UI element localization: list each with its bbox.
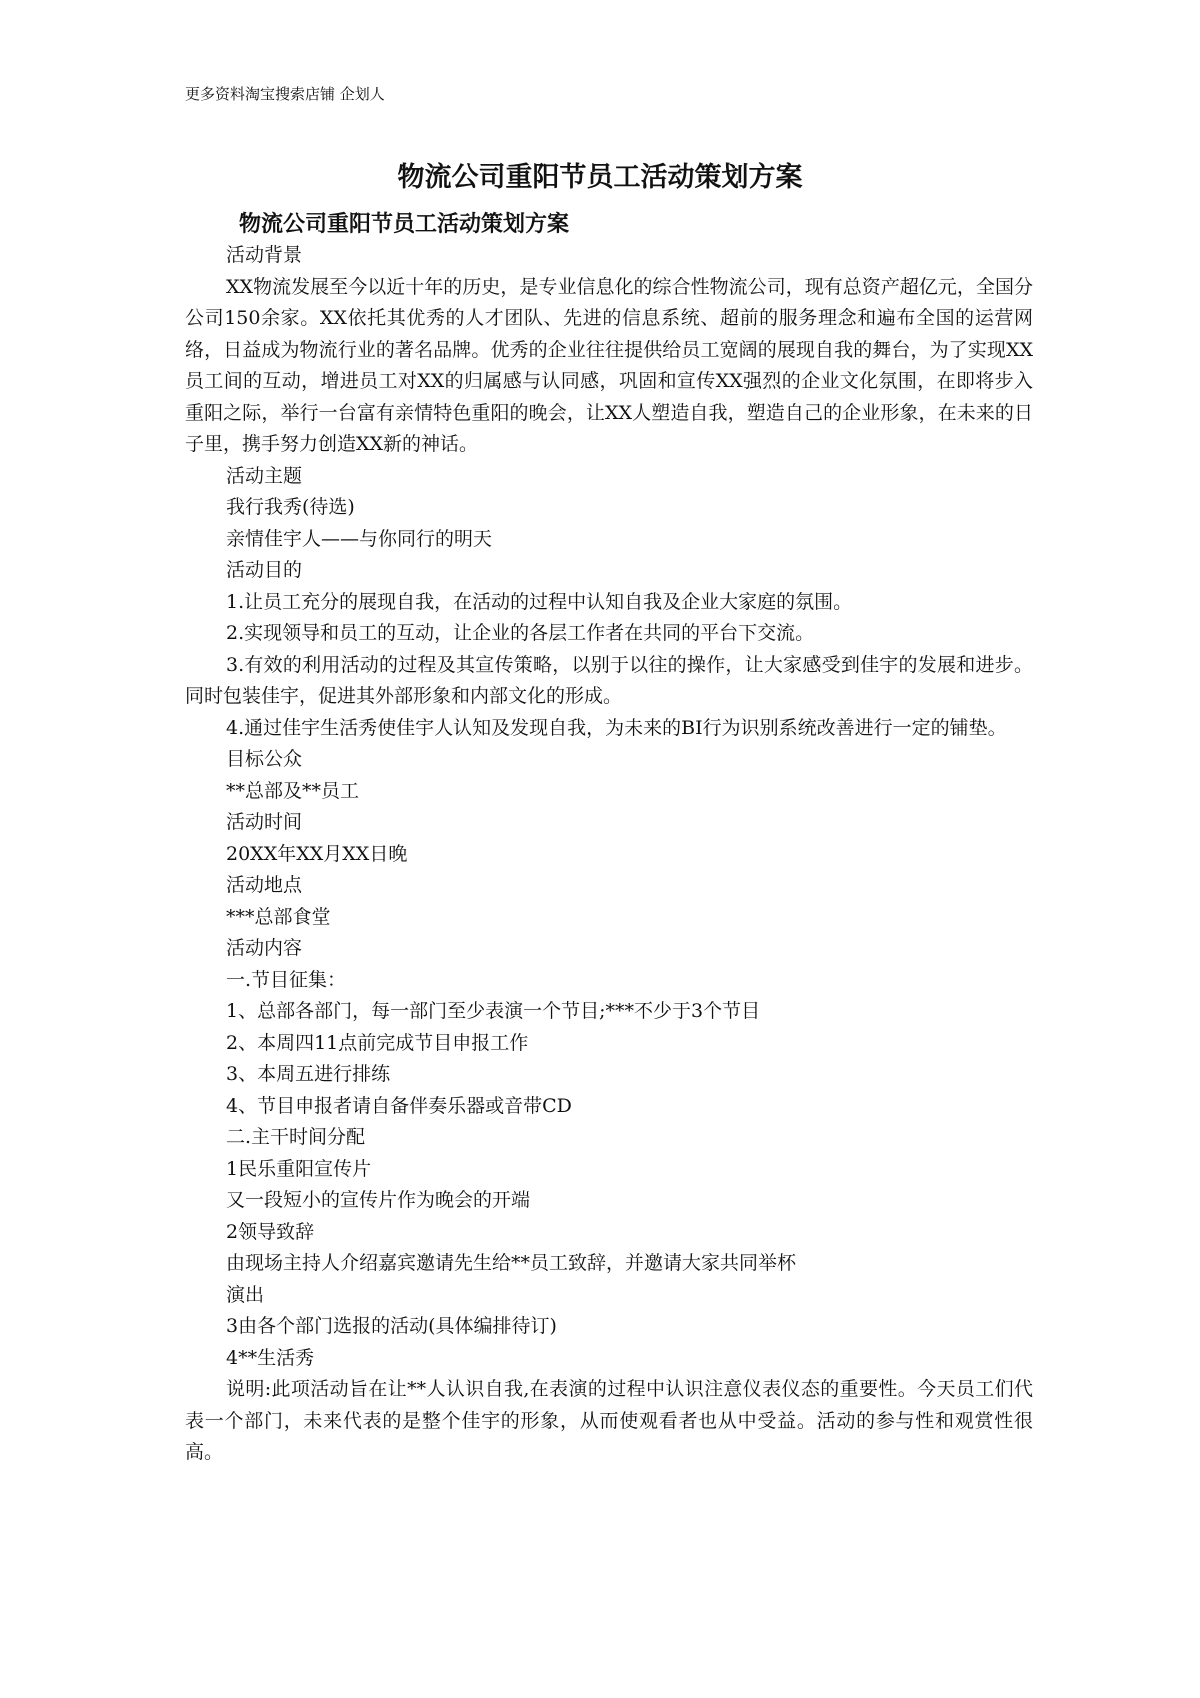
theme-item: 我行我秀(待选): [226, 496, 355, 518]
content-section-1-item: 4、节目申报者请自备伴奏乐器或音带CD: [226, 1094, 572, 1117]
background-paragraph: XX物流发展至今以近十年的历史，是专业信息化的综合性物流公司，现有总资产超亿元，全国分公司150余家。XX依托其优秀的人才团队、先进的信息系统、超前的服务理念和遍布全国的运营网络，日益成为物流行业的著名品牌。优秀的企业往往提供给员工宽阔的展现自我的舞台，为了实现XX员工间的互动，增进员工对XX的归属感与认同感，巩固和宣传XX强烈的企业文化氛围，在即将步入重阳之际，举行一台富有亲情特色重阳的晚会，让XX人塑造自我，塑造自己的企业形象，在未来的日子里，携手努力创造XX新的神话。: [185, 275, 1033, 455]
document-subtitle: 物流公司重阳节员工活动策划方案: [239, 211, 570, 237]
content-section-2-heading: 二.主干时间分配: [226, 1126, 366, 1148]
section-heading-background: 活动背景: [226, 244, 303, 266]
content-section-2-line: 演出: [226, 1283, 265, 1306]
purpose-item: 3.有效的利用活动的过程及其宣传策略，以别于以往的操作，让大家感受到佳宇的发展和进步。同时包装佳宇，促进其外部形象和内部文化的形成。: [185, 653, 1033, 707]
content-section-1-item: 1、总部各部门，每一部门至少表演一个节目;***不少于3个节目: [226, 1000, 761, 1022]
purpose-item: 1.让员工充分的展现自我，在活动的过程中认知自我及企业大家庭的氛围。: [226, 590, 853, 613]
location-value: ***总部食堂: [226, 905, 331, 928]
audience-value: **总部及**员工: [226, 779, 360, 802]
document-title: 物流公司重阳节员工活动策划方案: [397, 162, 803, 193]
section-heading-theme: 活动主题: [226, 464, 303, 487]
content-section-2-note: 说明:此项活动旨在让**人认识自我,在表演的过程中认识注意仪表仪态的重要性。今天员工们代表一个部门，未来代表的是整个佳宇的形象，从而使观看者也从中受益。活动的参与性和观赏性很高。: [185, 1378, 1033, 1463]
content-section-2-line: 1民乐重阳宣传片: [226, 1157, 372, 1180]
content-section-2-line: 2领导致辞: [226, 1220, 315, 1243]
document-body: [185, 208, 1033, 1469]
section-heading-content: 活动内容: [226, 937, 303, 959]
content-section-1-heading: 一.节目征集：: [226, 968, 347, 991]
theme-item: 亲情佳宇人——与你同行的明天: [226, 527, 493, 550]
content-section-1-item: 2、本周四11点前完成节目申报工作: [226, 1031, 529, 1054]
section-heading-purpose: 活动目的: [226, 559, 303, 581]
content-section-2-line: 4**生活秀: [226, 1346, 315, 1369]
content-section-1-item: 3、本周五进行排练: [226, 1063, 391, 1085]
purpose-item: 4.通过佳宇生活秀使佳宇人认知及发现自我，为未来的BI行为识别系统改善进行一定的铺垫。: [226, 716, 1007, 739]
content-section-2-line: 又一段短小的宣传片作为晚会的开端: [226, 1189, 531, 1211]
content-section-2-line: 3由各个部门选报的活动(具体编排待订): [226, 1315, 557, 1337]
time-value: 20XX年XX月XX日晚: [226, 842, 408, 865]
content-section-2-line: 由现场主持人介绍嘉宾邀请先生给**员工致辞，并邀请大家共同举杯: [226, 1252, 797, 1274]
section-heading-location: 活动地点: [226, 874, 303, 896]
purpose-item: 2.实现领导和员工的互动，让企业的各层工作者在共同的平台下交流。: [226, 622, 815, 644]
header-note: 更多资料淘宝搜索店铺 企划人: [185, 85, 385, 103]
section-heading-audience: 目标公众: [226, 748, 303, 770]
section-heading-time: 活动时间: [226, 811, 303, 833]
